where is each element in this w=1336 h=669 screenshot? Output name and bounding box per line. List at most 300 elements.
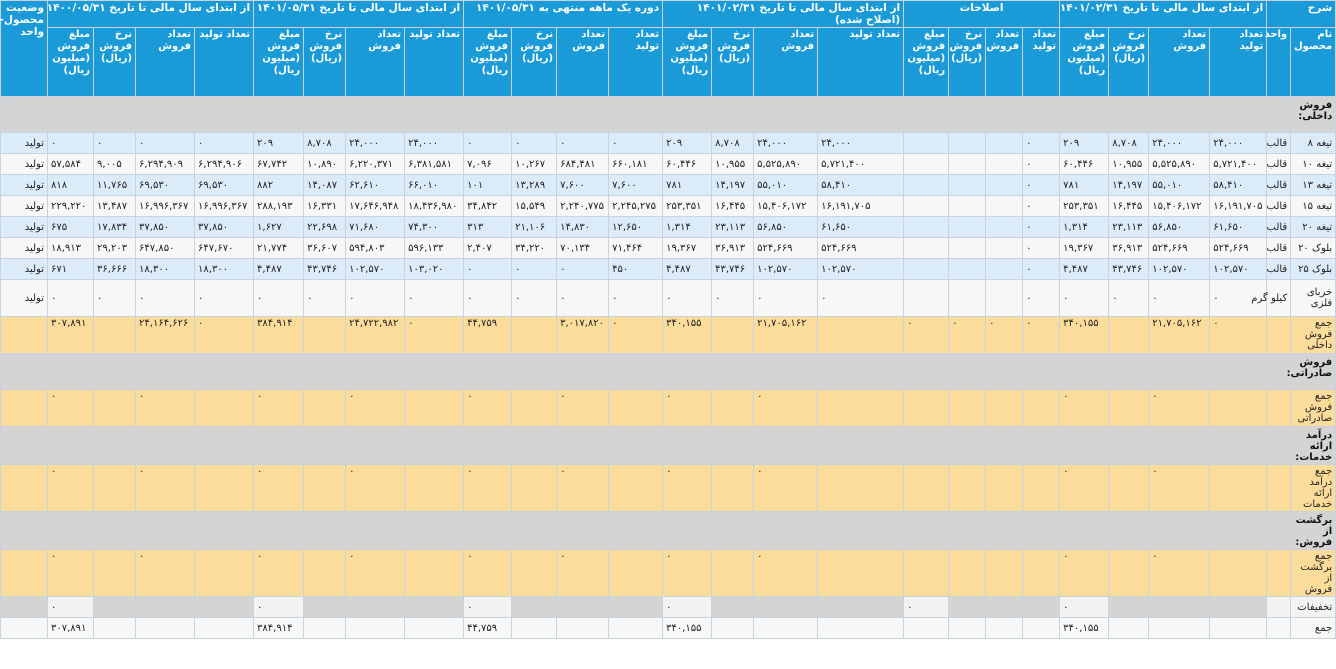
value-cell: ۰	[986, 317, 1023, 354]
value-cell: ۱۰,۹۵۵	[1109, 154, 1149, 175]
value-cell: ۴,۴۸۷	[1060, 259, 1109, 280]
col-product-name: نام محصول	[1291, 28, 1336, 97]
table-row	[1, 175, 1336, 196]
value-cell	[195, 550, 254, 597]
header-period-1400-05-31: از ابتدای سال مالی تا تاریخ ۱۴۰۰/۰۵/۳۱	[48, 1, 254, 28]
row-label: فروش داخلی:	[1291, 97, 1336, 133]
value-cell: ۳۶,۶۶۶	[94, 259, 136, 280]
value-cell	[949, 465, 986, 512]
value-cell: ۰	[609, 133, 663, 154]
value-cell: ۵۲۴,۶۶۹	[754, 238, 818, 259]
header-one-month-period: دوره یک ماهه منتهی به ۱۴۰۱/۰۵/۳۱	[464, 1, 663, 28]
value-cell: ۰	[1060, 550, 1109, 597]
value-cell: ۱۰۲,۵۷۰	[754, 259, 818, 280]
value-cell: ۱۳,۴۸۷	[94, 196, 136, 217]
value-cell: ۶۱,۶۵۰	[818, 217, 904, 238]
row-label: خربای فلزی	[1291, 280, 1336, 317]
col-sales-count: تعداد فروش	[986, 28, 1023, 97]
value-cell: ۵۵,۰۱۰	[754, 175, 818, 196]
value-cell: ۵۶,۸۵۰	[754, 217, 818, 238]
value-cell: ۲,۴۰۷	[464, 238, 512, 259]
value-cell: ۳۴۰,۱۵۵	[1060, 317, 1109, 354]
value-cell	[949, 217, 986, 238]
value-cell: ۰	[346, 280, 405, 317]
value-cell: ۲۱,۷۰۵,۱۶۲	[754, 317, 818, 354]
row-label: برگشت از فروش:	[1291, 512, 1336, 550]
value-cell	[712, 618, 754, 639]
value-cell	[1109, 550, 1149, 597]
value-cell: ۰	[405, 280, 464, 317]
value-cell: ۱۸,۹۱۳	[48, 238, 94, 259]
value-cell: ۲۸۸,۱۹۳	[254, 196, 304, 217]
value-cell: ۱۸,۳۰۰	[195, 259, 254, 280]
value-cell: ۰	[136, 465, 195, 512]
value-cell: ۲۱,۱۰۶	[512, 217, 557, 238]
col-sales-count: تعداد فروش	[346, 28, 405, 97]
col-unit: واحد	[1267, 28, 1291, 97]
value-cell: ۱۶,۳۳۱	[304, 196, 346, 217]
col-sales-amount: مبلغ فروش (میلیون ریال)	[663, 28, 712, 97]
row-label: فروش صادراتی:	[1291, 354, 1336, 390]
value-cell	[1023, 390, 1060, 427]
value-cell: ۷۱,۶۸۰	[346, 217, 405, 238]
value-cell: ۷,۰۹۶	[464, 154, 512, 175]
value-cell	[904, 154, 949, 175]
value-cell: ۷۴,۳۰۰	[405, 217, 464, 238]
value-cell: ۲۰۹	[663, 133, 712, 154]
subtotal-row	[1, 550, 1336, 597]
value-cell	[405, 597, 464, 618]
col-sales-rate: نرخ فروش (ریال)	[512, 28, 557, 97]
value-cell: ۰	[1210, 280, 1267, 317]
unit-cell: قالب	[1267, 133, 1291, 154]
unit-cell: کیلو گرم	[1267, 280, 1291, 317]
value-cell	[986, 618, 1023, 639]
value-cell	[986, 259, 1023, 280]
table-row	[1, 217, 1336, 238]
value-cell: ۰	[949, 317, 986, 354]
value-cell	[512, 465, 557, 512]
value-cell	[1149, 618, 1210, 639]
value-cell: ۵۸,۴۱۰	[818, 175, 904, 196]
value-cell	[949, 618, 986, 639]
value-cell: ۰	[1210, 317, 1267, 354]
value-cell: ۶۷۵	[48, 217, 94, 238]
value-cell	[712, 465, 754, 512]
value-cell	[557, 618, 609, 639]
subtotal-row	[1, 317, 1336, 354]
value-cell: ۶۴۷,۶۷۰	[195, 238, 254, 259]
value-cell	[1023, 597, 1060, 618]
value-cell: ۲۴,۰۰۰	[346, 133, 405, 154]
value-cell: ۲۵۳,۳۵۱	[1060, 196, 1109, 217]
value-cell: ۲۹,۲۰۳	[94, 238, 136, 259]
section-header-fill	[1, 512, 1291, 550]
value-cell: ۰	[1149, 550, 1210, 597]
value-cell: ۰	[1060, 597, 1109, 618]
value-cell: ۳۶,۶۰۷	[304, 238, 346, 259]
value-cell: ۵۲۴,۶۶۹	[1210, 238, 1267, 259]
col-production-count: تعداد تولید	[195, 28, 254, 97]
value-cell: ۴,۴۸۷	[254, 259, 304, 280]
value-cell: ۶۱,۶۵۰	[1210, 217, 1267, 238]
value-cell: ۰	[464, 259, 512, 280]
value-cell: ۰	[464, 550, 512, 597]
value-cell: ۰	[1060, 465, 1109, 512]
col-sales-amount: مبلغ فروش (میلیون ریال)	[904, 28, 949, 97]
value-cell	[346, 618, 405, 639]
value-cell: ۰	[464, 597, 512, 618]
value-cell: ۱۶,۴۴۵	[712, 196, 754, 217]
row-label: درآمد ارائه خدمات:	[1291, 427, 1336, 465]
col-sales-count: تعداد فروش	[557, 28, 609, 97]
value-cell	[609, 597, 663, 618]
value-cell: ۰	[48, 550, 94, 597]
value-cell	[904, 196, 949, 217]
value-cell: ۵۹۶,۱۳۳	[405, 238, 464, 259]
value-cell: ۵۲۴,۶۶۹	[818, 238, 904, 259]
value-cell	[949, 196, 986, 217]
value-cell	[904, 217, 949, 238]
value-cell: ۱۴,۸۳۰	[557, 217, 609, 238]
value-cell	[904, 618, 949, 639]
value-cell: ۶,۲۹۴,۹۰۹	[136, 154, 195, 175]
value-cell: ۰	[904, 317, 949, 354]
value-cell	[754, 597, 818, 618]
value-cell: ۲,۲۴۰,۷۷۵	[557, 196, 609, 217]
value-cell: ۰	[1023, 280, 1060, 317]
value-cell: ۷۸۱	[1060, 175, 1109, 196]
col-sales-rate: نرخ فروش (ریال)	[712, 28, 754, 97]
header-period-1401-02-31: از ابتدای سال مالی تا تاریخ ۱۴۰۱/۰۲/۳۱	[1060, 1, 1267, 28]
value-cell: ۷۰,۱۳۴	[557, 238, 609, 259]
value-cell: ۲۳,۱۱۳	[1109, 217, 1149, 238]
row-label: جمع	[1291, 618, 1336, 639]
value-cell: ۵۷,۵۸۴	[48, 154, 94, 175]
value-cell	[1109, 597, 1149, 618]
value-cell: ۳۴,۸۴۲	[464, 196, 512, 217]
value-cell	[949, 259, 986, 280]
value-cell: ۸۸۲	[254, 175, 304, 196]
table-row	[1, 238, 1336, 259]
unit-cell	[1267, 317, 1291, 354]
value-cell: ۷۸۱	[663, 175, 712, 196]
value-cell: ۲۴,۰۰۰	[405, 133, 464, 154]
value-cell	[195, 618, 254, 639]
header-description: شرح	[1267, 1, 1336, 28]
value-cell: ۶۷۱	[48, 259, 94, 280]
value-cell: ۰	[1023, 154, 1060, 175]
value-cell	[818, 550, 904, 597]
col-sales-rate: نرخ فروش (ریال)	[304, 28, 346, 97]
status-cell	[1, 317, 48, 354]
row-label: بلوک ۲۵	[1291, 259, 1336, 280]
row-label: بلوک ۲۰	[1291, 238, 1336, 259]
unit-cell: قالب	[1267, 175, 1291, 196]
value-cell	[712, 550, 754, 597]
value-cell: ۰	[1023, 238, 1060, 259]
row-label: تخفیفات	[1291, 597, 1336, 618]
value-cell	[986, 465, 1023, 512]
value-cell: ۰	[818, 280, 904, 317]
value-cell	[712, 317, 754, 354]
value-cell: ۰	[1023, 196, 1060, 217]
value-cell: ۴۳,۷۴۶	[304, 259, 346, 280]
value-cell: ۱۶,۱۹۱,۷۰۵	[1210, 196, 1267, 217]
value-cell: ۰	[254, 550, 304, 597]
value-cell	[1149, 597, 1210, 618]
value-cell: ۷,۶۰۰	[557, 175, 609, 196]
value-cell: ۲۳,۱۱۳	[712, 217, 754, 238]
col-production-count: تعداد تولید	[609, 28, 663, 97]
table-row	[1, 618, 1336, 639]
status-cell	[1, 597, 48, 618]
value-cell	[986, 390, 1023, 427]
value-cell: ۶۷,۷۴۲	[254, 154, 304, 175]
status-cell	[1, 618, 48, 639]
value-cell: ۰	[464, 280, 512, 317]
value-cell: ۰	[1149, 280, 1210, 317]
value-cell: ۳۱۳	[464, 217, 512, 238]
value-cell	[512, 618, 557, 639]
value-cell: ۰	[512, 280, 557, 317]
value-cell: ۱۸,۳۰۰	[136, 259, 195, 280]
value-cell	[904, 550, 949, 597]
value-cell: ۰	[464, 390, 512, 427]
status-cell: تولید	[1, 280, 48, 317]
unit-cell	[1267, 618, 1291, 639]
unit-cell	[1267, 390, 1291, 427]
value-cell: ۵,۵۲۵,۸۹۰	[754, 154, 818, 175]
row-label: جمع فروش داخلی	[1291, 317, 1336, 354]
header-period-adjusted: از ابتدای سال مالی تا تاریخ ۱۴۰۱/۰۲/۳۱ (اصلاح شده)	[663, 1, 904, 28]
value-cell: ۱۳,۲۸۹	[512, 175, 557, 196]
value-cell: ۰	[136, 133, 195, 154]
value-cell: ۰	[1109, 280, 1149, 317]
value-cell: ۵,۷۲۱,۴۰۰	[1210, 154, 1267, 175]
value-cell: ۹,۰۰۵	[94, 154, 136, 175]
value-cell: ۰	[1023, 317, 1060, 354]
value-cell: ۱۴,۰۸۷	[304, 175, 346, 196]
value-cell: ۶۰,۴۴۶	[663, 154, 712, 175]
table-row	[1, 597, 1336, 618]
value-cell: ۰	[663, 550, 712, 597]
section-header-row	[1, 427, 1336, 465]
value-cell: ۰	[136, 390, 195, 427]
value-cell: ۰	[254, 465, 304, 512]
value-cell	[818, 317, 904, 354]
value-cell: ۲۴,۰۰۰	[818, 133, 904, 154]
header-period-1401-05-31: از ابتدای سال مالی تا تاریخ ۱۴۰۱/۰۵/۳۱	[254, 1, 464, 28]
value-cell: ۶,۲۲۰,۳۷۱	[346, 154, 405, 175]
value-cell: ۰	[94, 280, 136, 317]
value-cell: ۰	[48, 465, 94, 512]
value-cell: ۰	[195, 133, 254, 154]
value-cell	[136, 597, 195, 618]
value-cell	[195, 390, 254, 427]
col-production-count: تعداد تولید	[1210, 28, 1267, 97]
row-label: جمع برگشت از فروش	[1291, 550, 1336, 597]
value-cell: ۳۸۴,۹۱۴	[254, 317, 304, 354]
value-cell: ۰	[557, 259, 609, 280]
value-cell: ۲۴,۰۰۰	[1149, 133, 1210, 154]
value-cell: ۰	[1149, 465, 1210, 512]
value-cell	[904, 238, 949, 259]
value-cell: ۲۴,۰۰۰	[754, 133, 818, 154]
value-cell	[304, 597, 346, 618]
value-cell	[405, 550, 464, 597]
value-cell	[818, 618, 904, 639]
col-sales-amount: مبلغ فروش (میلیون ریال)	[254, 28, 304, 97]
value-cell: ۰	[254, 390, 304, 427]
value-cell: ۱۰۱	[464, 175, 512, 196]
value-cell: ۰	[557, 280, 609, 317]
value-cell	[1210, 550, 1267, 597]
value-cell	[818, 597, 904, 618]
value-cell: ۳۴۰,۱۵۵	[1060, 618, 1109, 639]
status-cell: تولید	[1, 217, 48, 238]
value-cell	[949, 390, 986, 427]
col-sales-count: تعداد فروش	[136, 28, 195, 97]
value-cell: ۴۳,۷۴۶	[1109, 259, 1149, 280]
value-cell: ۰	[512, 133, 557, 154]
value-cell: ۰	[254, 280, 304, 317]
value-cell	[712, 390, 754, 427]
value-cell: ۲۲۹,۲۲۰	[48, 196, 94, 217]
value-cell: ۴,۴۸۷	[663, 259, 712, 280]
value-cell	[1109, 465, 1149, 512]
col-sales-count: تعداد فروش	[1149, 28, 1210, 97]
value-cell: ۶۸۴,۴۸۱	[557, 154, 609, 175]
value-cell: ۷۱,۴۶۴	[609, 238, 663, 259]
value-cell: ۰	[663, 390, 712, 427]
status-cell: تولید	[1, 259, 48, 280]
value-cell	[1109, 317, 1149, 354]
value-cell: ۴۴,۷۵۹	[464, 317, 512, 354]
value-cell	[304, 465, 346, 512]
value-cell: ۲,۲۴۵,۲۷۵	[609, 196, 663, 217]
table-row	[1, 280, 1336, 317]
value-cell: ۱۶,۹۹۶,۳۶۷	[136, 196, 195, 217]
value-cell: ۶۶۰,۱۸۱	[609, 154, 663, 175]
value-cell: ۵۸,۴۱۰	[1210, 175, 1267, 196]
row-label: جمع فروش صادراتی	[1291, 390, 1336, 427]
col-sales-amount: مبلغ فروش (میلیون ریال)	[48, 28, 94, 97]
value-cell	[986, 550, 1023, 597]
value-cell: ۰	[48, 597, 94, 618]
status-cell: تولید	[1, 238, 48, 259]
header-adjustments: اصلاحات	[904, 1, 1060, 28]
value-cell	[818, 465, 904, 512]
status-cell	[1, 390, 48, 427]
value-cell: ۳۰۷,۸۹۱	[48, 618, 94, 639]
col-sales-amount: مبلغ فروش (میلیون ریال)	[464, 28, 512, 97]
row-label: تیغه ۱۰	[1291, 154, 1336, 175]
value-cell	[1023, 550, 1060, 597]
value-cell: ۳۴۰,۱۵۵	[663, 317, 712, 354]
value-cell: ۲۱,۷۰۵,۱۶۲	[1149, 317, 1210, 354]
value-cell: ۳۶,۹۱۳	[712, 238, 754, 259]
value-cell: ۳۸۴,۹۱۴	[254, 618, 304, 639]
value-cell: ۰	[94, 133, 136, 154]
value-cell: ۸,۷۰۸	[304, 133, 346, 154]
value-cell	[94, 390, 136, 427]
col-production-count: تعداد تولید	[405, 28, 464, 97]
unit-cell: قالب	[1267, 238, 1291, 259]
value-cell: ۱۰,۸۹۰	[304, 154, 346, 175]
value-cell	[904, 259, 949, 280]
status-cell	[1, 550, 48, 597]
col-production-count: تعداد تولید	[1023, 28, 1060, 97]
unit-cell: قالب	[1267, 259, 1291, 280]
value-cell	[1210, 465, 1267, 512]
value-cell: ۶۴۷,۸۵۰	[136, 238, 195, 259]
value-cell: ۱۹,۳۶۷	[663, 238, 712, 259]
unit-cell: قالب	[1267, 217, 1291, 238]
value-cell: ۱۶,۹۹۶,۳۶۷	[195, 196, 254, 217]
value-cell	[1210, 597, 1267, 618]
value-cell: ۳,۰۱۷,۸۲۰	[557, 317, 609, 354]
value-cell	[346, 597, 405, 618]
value-cell	[405, 618, 464, 639]
value-cell	[1023, 465, 1060, 512]
value-cell: ۵,۷۲۱,۴۰۰	[818, 154, 904, 175]
value-cell: ۴۳,۷۴۶	[712, 259, 754, 280]
value-cell: ۸,۷۰۸	[712, 133, 754, 154]
value-cell	[904, 133, 949, 154]
value-cell	[512, 597, 557, 618]
value-cell: ۲۰۹	[1060, 133, 1109, 154]
unit-cell	[1267, 550, 1291, 597]
value-cell: ۱۲,۶۵۰	[609, 217, 663, 238]
value-cell: ۰	[48, 280, 94, 317]
col-sales-rate: نرخ فروش (ریال)	[1109, 28, 1149, 97]
value-cell: ۶۹,۵۳۰	[195, 175, 254, 196]
col-sales-rate: نرخ فروش (ریال)	[949, 28, 986, 97]
value-cell: ۰	[754, 390, 818, 427]
value-cell: ۱۱,۷۶۵	[94, 175, 136, 196]
value-cell: ۱۵,۴۰۶,۱۷۲	[1149, 196, 1210, 217]
value-cell: ۱۰,۹۵۵	[712, 154, 754, 175]
table-row	[1, 196, 1336, 217]
value-cell: ۵۹۴,۸۰۳	[346, 238, 405, 259]
value-cell: ۱۴,۱۹۷	[1109, 175, 1149, 196]
value-cell: ۱۵,۴۰۶,۱۷۲	[754, 196, 818, 217]
row-label: جمع درآمد ارائه خدمات	[1291, 465, 1336, 512]
value-cell	[1109, 618, 1149, 639]
value-cell: ۰	[405, 317, 464, 354]
value-cell	[949, 550, 986, 597]
value-cell: ۰	[663, 280, 712, 317]
status-cell: تولید	[1, 133, 48, 154]
value-cell	[1210, 618, 1267, 639]
value-cell	[512, 550, 557, 597]
value-cell: ۰	[1023, 217, 1060, 238]
value-cell	[1210, 390, 1267, 427]
value-cell: ۸۱۸	[48, 175, 94, 196]
section-header-fill	[1, 354, 1291, 390]
value-cell: ۰	[609, 317, 663, 354]
value-cell: ۰	[1149, 390, 1210, 427]
value-cell: ۲۵۳,۳۵۱	[663, 196, 712, 217]
value-cell	[94, 597, 136, 618]
status-cell	[1, 465, 48, 512]
value-cell	[304, 550, 346, 597]
value-cell	[949, 175, 986, 196]
value-cell	[94, 317, 136, 354]
value-cell: ۲۴,۱۶۴,۶۲۶	[136, 317, 195, 354]
table-row	[1, 133, 1336, 154]
